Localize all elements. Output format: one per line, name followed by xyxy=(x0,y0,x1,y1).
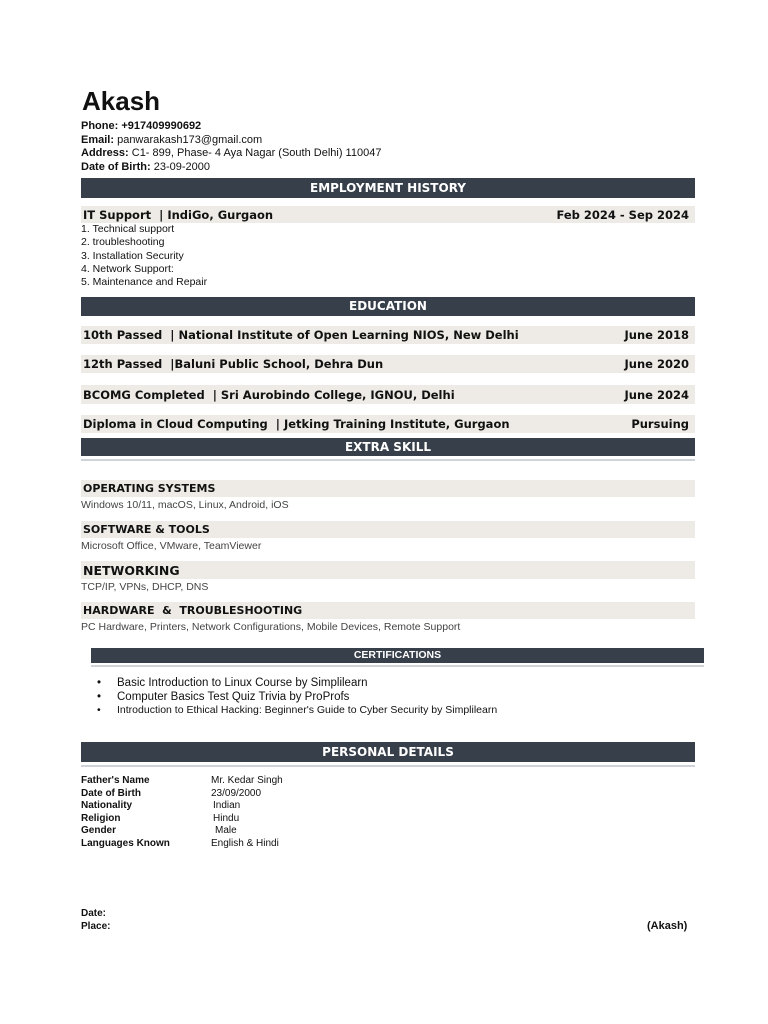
skill-text-hardware: PC Hardware, Printers, Network Configurations, Mobile Devices, Remote Support xyxy=(81,621,461,633)
skill-text-software: Microsoft Office, VMware, TeamViewer xyxy=(81,540,262,552)
skill-text-networking: TCP/IP, VPNs, DHCP, DNS xyxy=(81,581,209,593)
section-divider xyxy=(91,665,704,667)
skill-heading-os: OPERATING SYSTEMS xyxy=(81,480,695,497)
employment-row xyxy=(81,206,695,223)
personal-details-heading: PERSONAL DETAILS xyxy=(81,742,695,762)
duty-item: 2. troubleshooting xyxy=(81,236,165,249)
signature-name: (Akash) xyxy=(647,920,688,932)
education-row xyxy=(81,355,695,373)
skill-heading-software: SOFTWARE & TOOLS xyxy=(81,521,695,538)
certification-item: • Basic Introduction to Linux Course by Simplilearn xyxy=(81,677,497,691)
skill-heading-networking: NETWORKING xyxy=(81,561,695,579)
education-title: Diploma in Cloud Computing | Jetking Training Institute, Gurgaon xyxy=(83,417,510,431)
education-heading: EDUCATION xyxy=(81,297,695,316)
education-date: June 2020 xyxy=(624,357,689,371)
employment-dates: Feb 2024 - Sep 2024 xyxy=(556,207,689,222)
employment-duties xyxy=(81,223,207,289)
section-divider xyxy=(81,459,695,461)
education-title: BCOMG Completed | Sri Aurobindo College, IGNOU, Delhi xyxy=(83,387,455,402)
place-label: Place: xyxy=(81,921,111,932)
education-title: 12th Passed |Baluni Public School, Dehra Dun xyxy=(83,357,384,371)
table-row: Gender Male xyxy=(81,825,237,837)
certification-item: • Computer Basics Test Quiz Trivia by ProProfs xyxy=(81,691,497,705)
extra-skill-heading: EXTRA SKILL xyxy=(81,438,695,456)
education-date: June 2018 xyxy=(624,328,689,342)
date-label: Date: xyxy=(81,908,107,919)
table-row: Date of Birth 23/09/2000 xyxy=(81,787,262,799)
certifications-heading: CERTIFICATIONS xyxy=(91,648,704,663)
education-title: 10th Passed | National Institute of Open Learning NIOS, New Delhi xyxy=(83,328,519,342)
duty-item: 1. Technical support xyxy=(81,223,175,235)
skill-heading-hardware: HARDWARE & TROUBLESHOOTING xyxy=(81,602,695,619)
section-divider xyxy=(81,765,695,767)
email-line: Email: panwarakash173@gmail.com xyxy=(81,133,263,146)
duty-item: 3. Installation Security xyxy=(81,249,184,262)
table-row: Nationality Indian xyxy=(81,800,241,812)
candidate-name: Akash xyxy=(82,86,161,116)
employment-history-heading: EMPLOYMENT HISTORY xyxy=(81,178,695,198)
table-row: Father's Name Mr. Kedar Singh xyxy=(81,775,283,786)
duty-item: 4. Network Support: xyxy=(81,262,174,275)
education-row xyxy=(81,415,695,433)
certifications-list xyxy=(81,677,497,718)
contact-block xyxy=(81,120,381,174)
personal-details-table xyxy=(81,775,283,851)
table-row: Languages Known English & Hindi xyxy=(81,837,279,849)
certification-item: • Introduction to Ethical Hacking: Beginner's Guide to Cyber Security by Simplilearn xyxy=(81,704,497,718)
duty-item: 5. Maintenance and Repair xyxy=(81,276,208,289)
employment-role: IT Support | IndiGo, Gurgaon xyxy=(83,207,274,222)
skill-text-os: Windows 10/11, macOS, Linux, Android, iOS xyxy=(81,499,289,511)
phone-line: Phone: +917409990692 xyxy=(81,120,202,132)
address-line: Address: C1- 899, Phase- 4 Aya Nagar (South Delhi) 110047 xyxy=(81,147,382,159)
dob-line: Date of Birth: 23-09-2000 xyxy=(81,160,211,173)
table-row: Religion Hindu xyxy=(81,812,240,824)
education-row xyxy=(81,326,695,344)
education-row xyxy=(81,385,695,404)
education-date: June 2024 xyxy=(624,387,689,402)
education-date: Pursuing xyxy=(631,417,689,431)
